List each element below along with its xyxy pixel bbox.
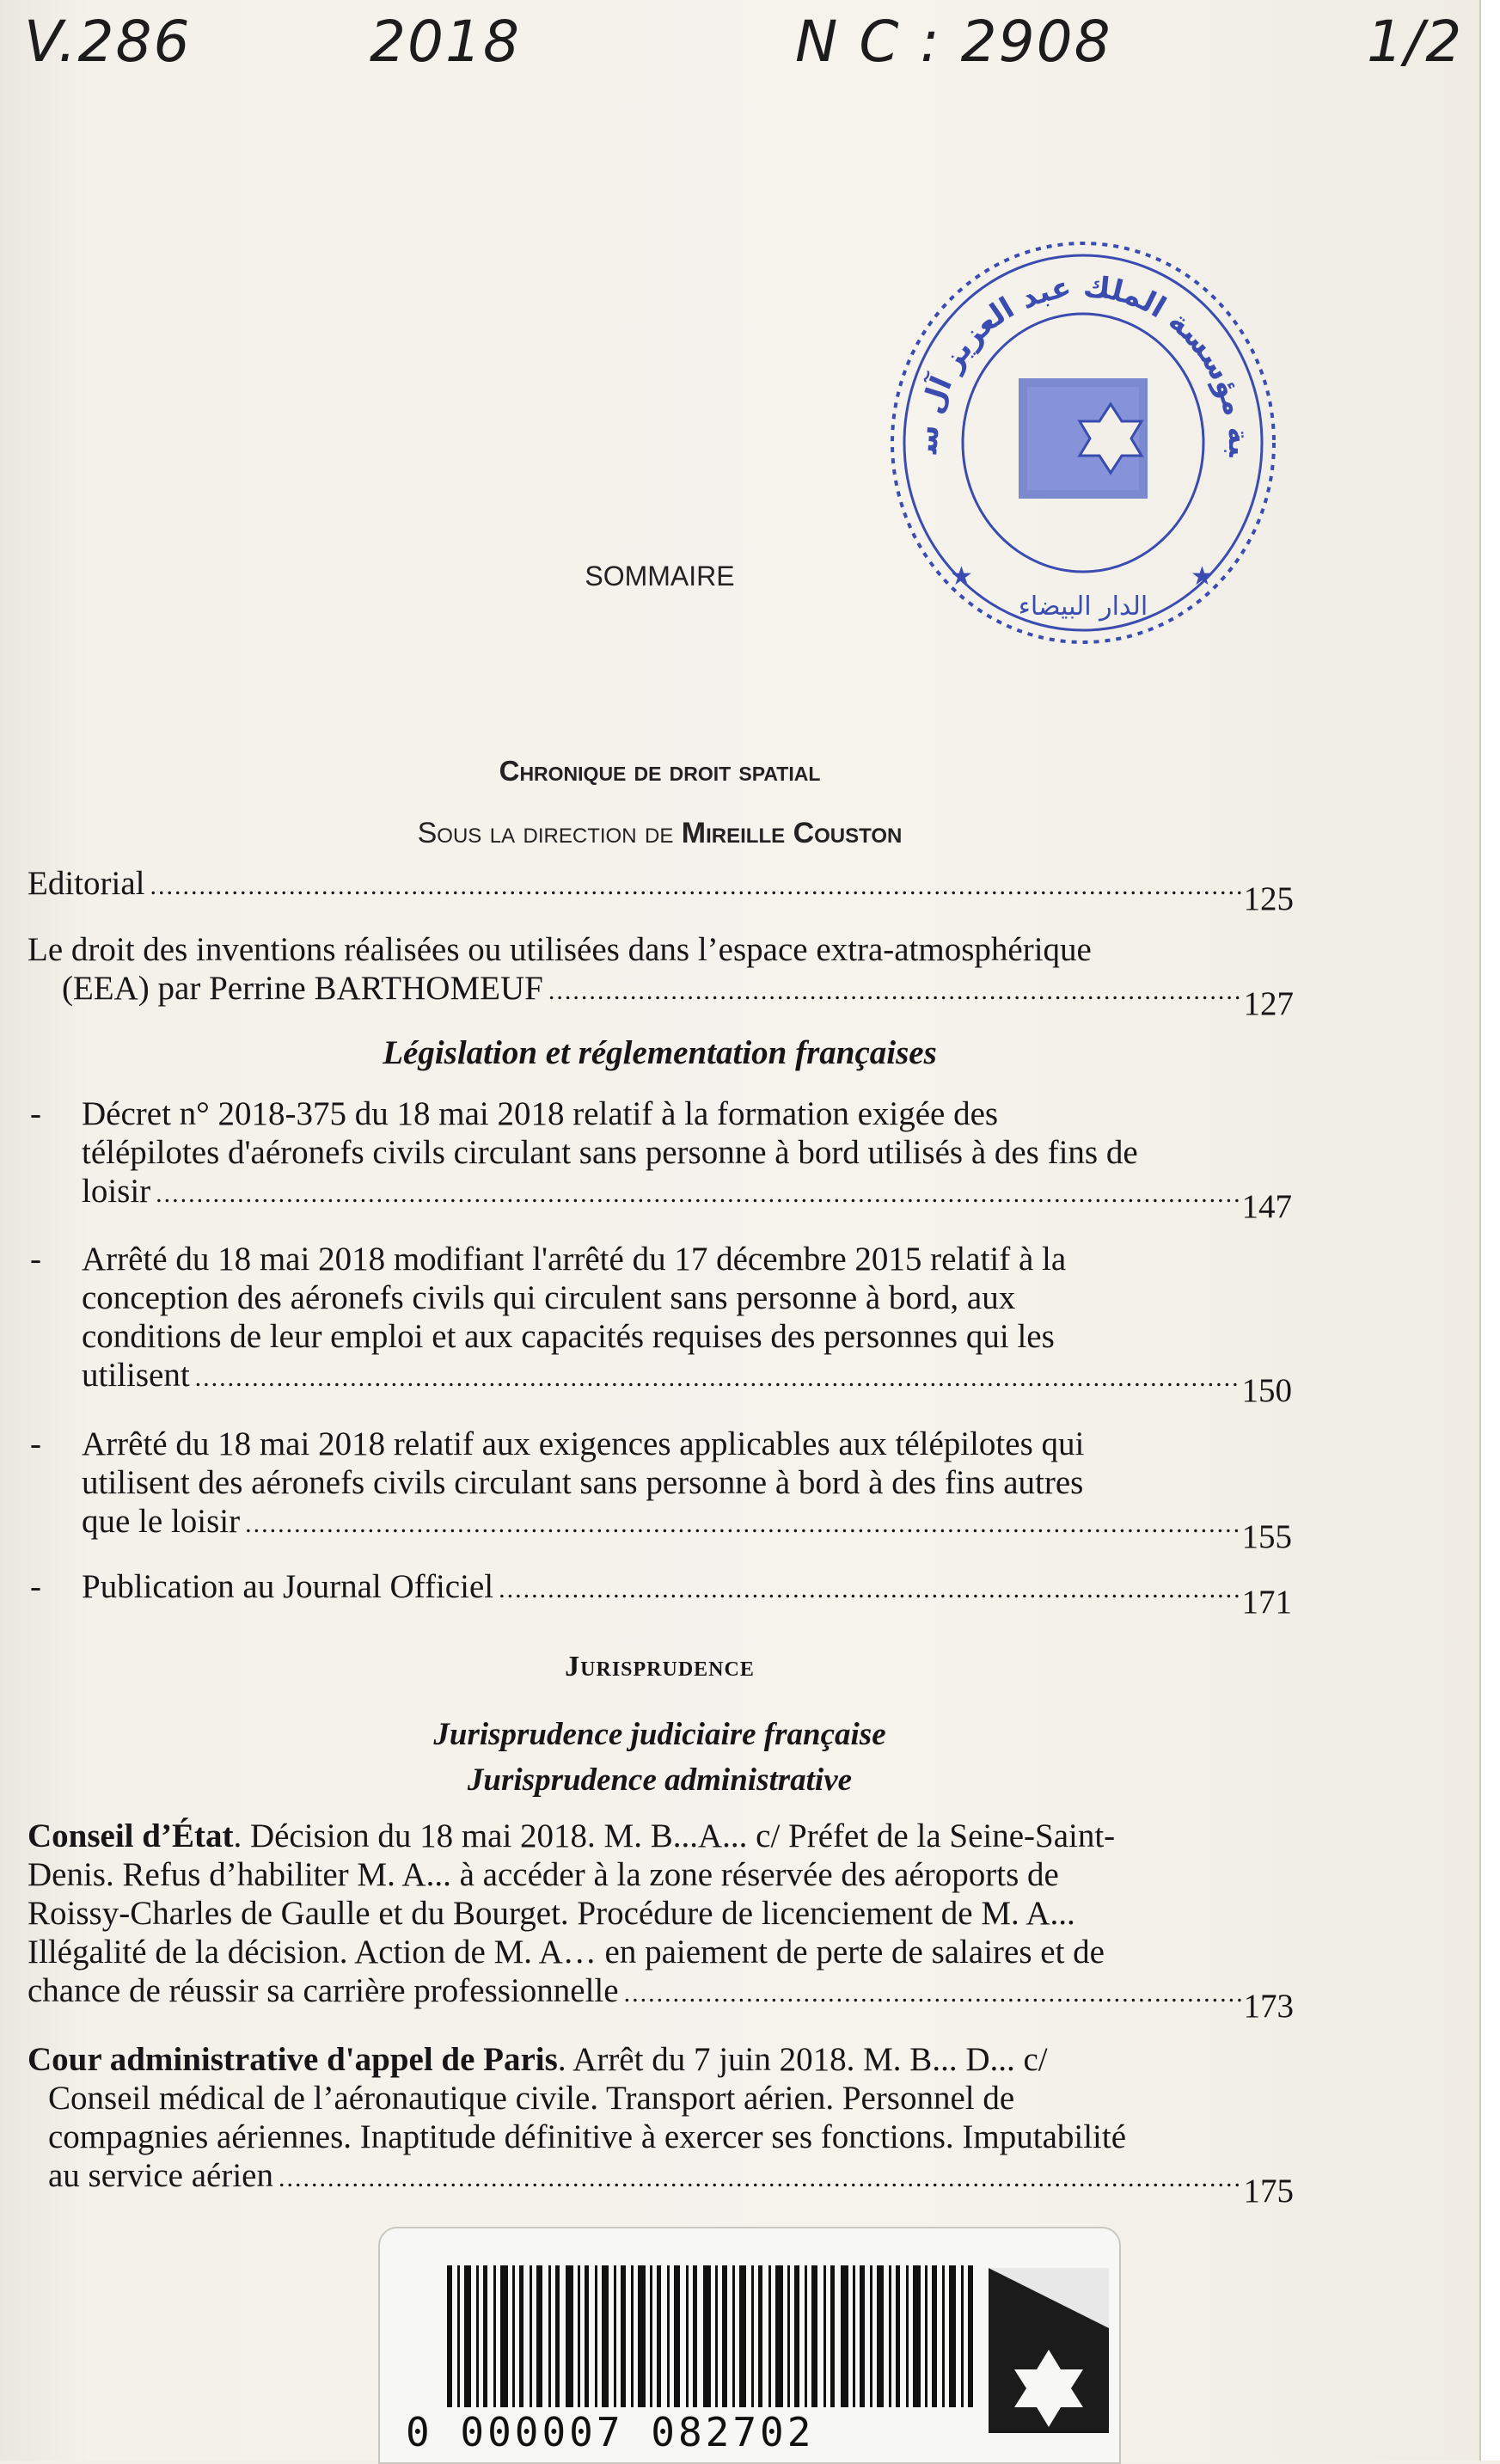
toc-entry-arrete-exigences[interactable]: - Arrêté du 18 mai 2018 relatif aux exigences applicables aux télépilotes qui utilisent des aéronefs civils circulant sans personne à bord à des fins autres que le loisir ..... 155	[82, 1425, 1245, 1543]
jurisprudence-judiciaire-heading: Jurisprudence judiciaire française	[433, 1717, 886, 1752]
stamp-ring-text: بة مؤسسة الملك عبد العزيز آل س	[909, 269, 1257, 457]
svg-text:★: ★	[1191, 562, 1214, 591]
stamp-city: الدار البيضاء	[1018, 591, 1148, 622]
toc-entry-conseil-etat[interactable]: Conseil d’État. Décision du 18 mai 2018. M. B...A... c/ Préfet de la Seine-Saint- Denis. Refus d’habiliter M. A... à accéder à la zone réservée des aéroports de Roissy-Charles de Gaulle et du Bourget. Procédure de licenciement de M. A... Illégalité de la décision. Action de M. A… en paiement de perte de salaires et de chance de réussir sa carrière professionnelle ..... 173	[28, 1817, 1246, 2013]
bleed-through	[189, 129, 1393, 165]
svg-text:★: ★	[950, 562, 973, 591]
handwritten-part: 1/2	[1367, 9, 1464, 75]
jurisprudence-administrative-heading: Jurisprudence administrative	[467, 1762, 853, 1798]
page-number: 175	[1243, 2173, 1294, 2210]
page-number: 155	[1241, 1518, 1292, 1555]
page-number: 125	[1243, 880, 1294, 917]
legislation-heading: Législation et réglementation françaises	[383, 1034, 937, 1071]
library-stamp	[885, 236, 1281, 658]
chronicle-direction: Sous la direction de Mireille Couston	[417, 817, 903, 849]
sommaire-title: SOMMAIRE	[585, 561, 735, 591]
barcode	[447, 2265, 980, 2407]
toc-entry-decret-2018-375[interactable]: - Décret n° 2018-375 du 18 mai 2018 relatif à la formation exigée des télépilotes d'aéronefs civils circulant sans personne à bord utilisés à des fins de loisir ..... 147	[82, 1094, 1245, 1213]
library-logo-icon	[989, 2268, 1109, 2433]
page-number: 150	[1241, 1372, 1292, 1409]
page-number: 127	[1243, 985, 1294, 1022]
handwritten-year: 2018	[370, 9, 521, 75]
handwritten-volume: V.286	[24, 9, 192, 75]
toc-entry-caa-paris[interactable]: Cour administrative d'appel de Paris. Arrêt du 7 juin 2018. M. B... D... c/ Conseil médical de l’aéronautique civile. Transport aérien. Personnel de compagnies aériennes. Inaptitude définitive à exercer ses fonctions. Imputabilité au service aérien ..... 175	[28, 2040, 1246, 2197]
toc-entry-journal-officiel[interactable]: - Publication au Journal Officiel ..... 171	[82, 1567, 1245, 1609]
page-number: 147	[1241, 1188, 1292, 1225]
page-number: 173	[1243, 1988, 1294, 2025]
toc-entry-inventions-eea[interactable]: Le droit des inventions réalisées ou utilisées dans l’espace extra-atmosphérique (EEA) par Perrine BARTHOMEUF ..... 127	[28, 930, 1246, 1010]
toc-entry-arrete-modifiant[interactable]: - Arrêté du 18 mai 2018 modifiant l'arrêté du 17 décembre 2015 relatif à la conception des aéronefs civils qui circulent sans personne à bord, aux conditions de leur emploi et aux capacités requises des personnes qui les utilisent ..... 150	[82, 1240, 1245, 1397]
page-edge	[1479, 0, 1500, 2461]
toc-entry-editorial[interactable]: Editorial ..... 125	[28, 864, 1246, 905]
page-number: 171	[1241, 1584, 1292, 1621]
jurisprudence-heading: Jurisprudence	[565, 1651, 755, 1683]
barcode-number: 0 000007 082702	[406, 2409, 815, 2455]
chronicle-title: Chronique de droit spatial	[499, 755, 821, 787]
handwritten-nc: N C : 2908	[795, 9, 1112, 75]
